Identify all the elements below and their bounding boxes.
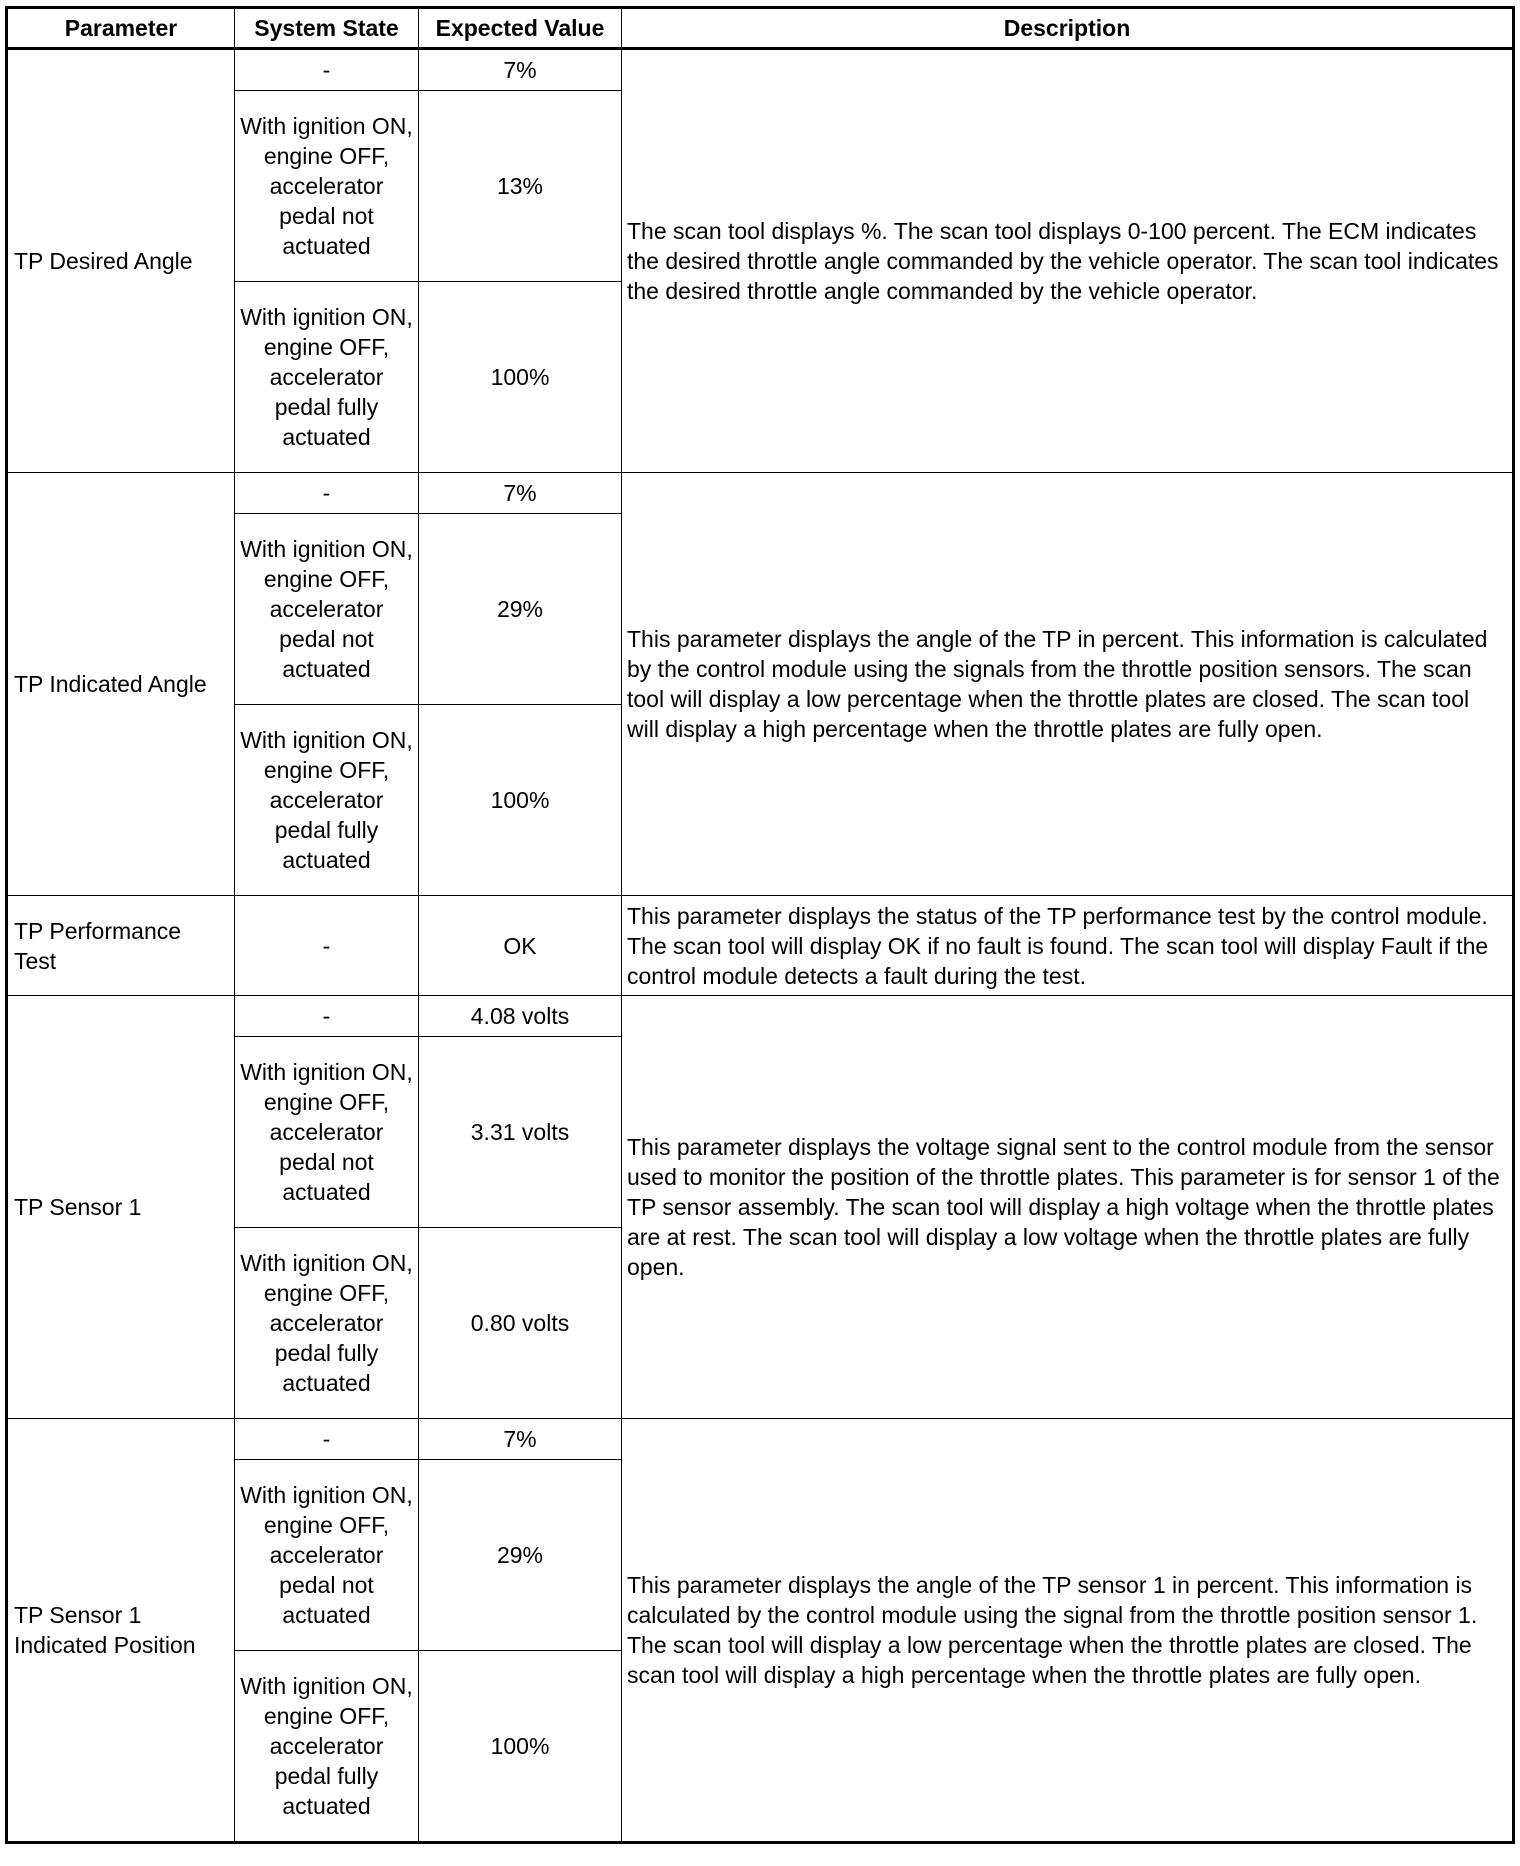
header-expected-value: Expected Value — [419, 8, 622, 49]
expected-value: 29% — [419, 514, 622, 705]
expected-value: 100% — [419, 705, 622, 896]
system-state: With ignition ON, engine OFF, accelerator pedal not actuated — [235, 1037, 419, 1228]
table-row — [7, 996, 1514, 1037]
system-state: With ignition ON, engine OFF, accelerator pedal fully actuated — [235, 282, 419, 473]
system-state: - — [235, 1419, 419, 1460]
header-description: Description — [622, 8, 1514, 49]
expected-value: 7% — [419, 473, 622, 514]
parameter-description: The scan tool displays %. The scan tool displays 0-100 percent. The ECM indicates the desired throttle angle commanded by the vehicle operator. The scan tool indicates the desired throttle angle commanded by the vehicle operator. — [622, 49, 1514, 473]
system-state: With ignition ON, engine OFF, accelerator pedal not actuated — [235, 1460, 419, 1651]
parameter-description: This parameter displays the status of the TP performance test by the control module. The scan tool will display OK if no fault is found. The scan tool will display Fault if the control module detects a fault during the test. — [622, 896, 1514, 996]
expected-value: 29% — [419, 1460, 622, 1651]
expected-value: 100% — [419, 1651, 622, 1843]
system-state: - — [235, 49, 419, 91]
expected-value: OK — [419, 896, 622, 996]
table-row — [7, 1419, 1514, 1460]
parameter-description: This parameter displays the angle of the TP in percent. This information is calculated by the control module using the signals from the throttle position sensors. The scan tool will display a low percentage when the throttle plates are closed. The scan tool will display a high percentage when the throttle plates are fully open. — [622, 473, 1514, 896]
expected-value: 7% — [419, 1419, 622, 1460]
expected-value: 4.08 volts — [419, 996, 622, 1037]
table-row — [7, 473, 1514, 514]
expected-value: 13% — [419, 91, 622, 282]
system-state: With ignition ON, engine OFF, accelerator pedal fully actuated — [235, 705, 419, 896]
parameter-description: This parameter displays the voltage signal sent to the control module from the sensor used to monitor the position of the throttle plates. This parameter is for sensor 1 of the TP sensor assembly. The scan tool will display a high voltage when the throttle plates are at rest. The scan tool will display a low voltage when the throttle plates are fully open. — [622, 996, 1514, 1419]
system-state: - — [235, 896, 419, 996]
parameter-table — [5, 6, 1515, 1844]
system-state: - — [235, 473, 419, 514]
parameter-name: TP Desired Angle — [7, 49, 235, 473]
parameter-name: TP Indicated Angle — [7, 473, 235, 896]
parameter-name: TP Sensor 1 — [7, 996, 235, 1419]
header-parameter: Parameter — [7, 8, 235, 49]
expected-value: 0.80 volts — [419, 1228, 622, 1419]
system-state: With ignition ON, engine OFF, accelerator pedal not actuated — [235, 91, 419, 282]
system-state: With ignition ON, engine OFF, accelerator pedal fully actuated — [235, 1228, 419, 1419]
header-system-state: System State — [235, 8, 419, 49]
table-row — [7, 49, 1514, 91]
parameter-name: TP Sensor 1 Indicated Position — [7, 1419, 235, 1843]
table-row — [7, 896, 1514, 996]
expected-value: 7% — [419, 49, 622, 91]
parameter-name: TP Performance Test — [7, 896, 235, 996]
header-row — [7, 8, 1514, 49]
system-state: With ignition ON, engine OFF, accelerator pedal not actuated — [235, 514, 419, 705]
system-state: With ignition ON, engine OFF, accelerator pedal fully actuated — [235, 1651, 419, 1843]
system-state: - — [235, 996, 419, 1037]
parameter-description: This parameter displays the angle of the TP sensor 1 in percent. This information is calculated by the control module using the signal from the throttle position sensor 1. The scan tool will display a low percentage when the throttle plates are closed. The scan tool will display a high percentage when the throttle plates are fully open. — [622, 1419, 1514, 1843]
expected-value: 3.31 volts — [419, 1037, 622, 1228]
expected-value: 100% — [419, 282, 622, 473]
